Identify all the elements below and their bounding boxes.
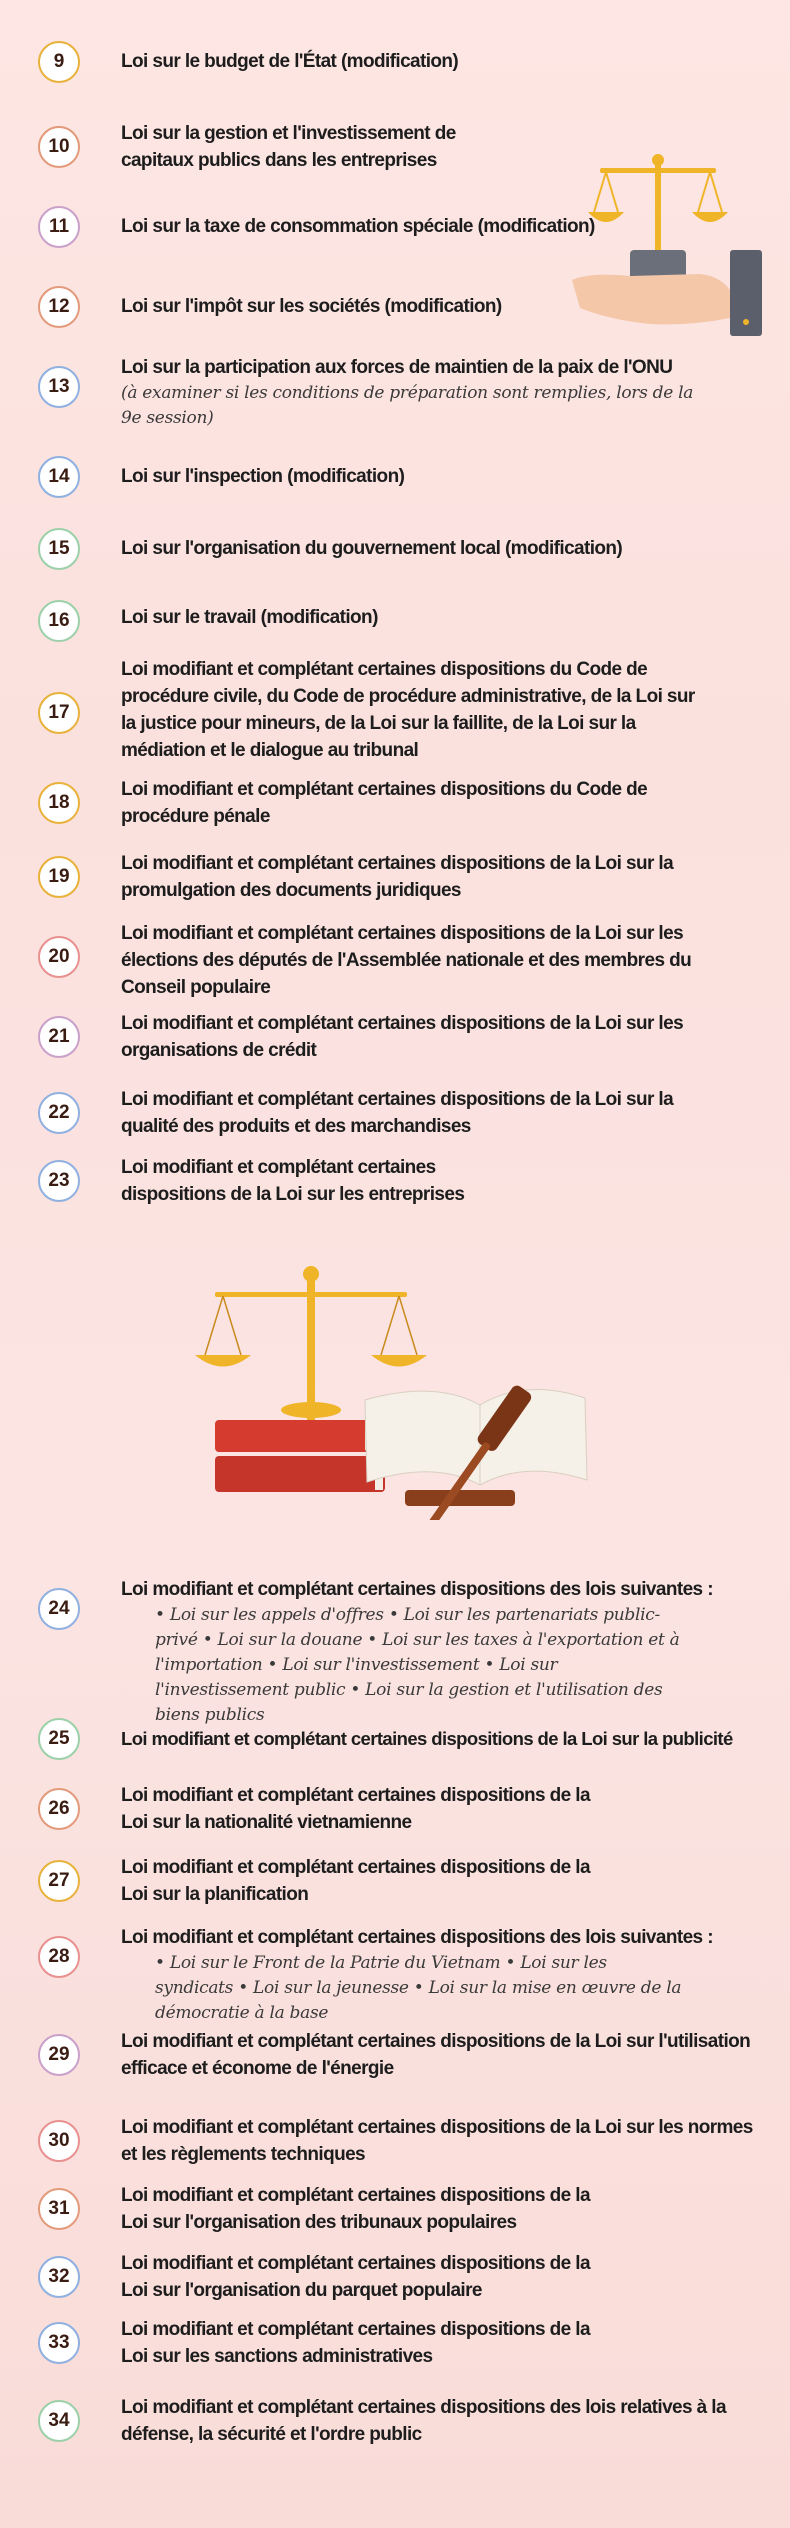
item-text [121,354,700,431]
item-number-badge: 20 [38,936,80,978]
item-title: Loi sur l'inspection (modification) [121,466,405,487]
item-number-badge: 26 [38,1788,80,1830]
item-title: Loi modifiant et complétant certaines dispositions de la Loi sur la nationalité vietnamienne [121,1785,590,1833]
item-number-badge: 24 [38,1588,80,1630]
item-title: Loi sur le travail (modification) [121,607,378,628]
item-text [121,2394,760,2448]
item-number-badge: 30 [38,2120,80,2162]
item-text [121,920,700,1001]
item-title: Loi modifiant et complétant certaines dispositions du Code de procédure pénale [121,779,648,827]
item-title: Loi modifiant et complétant certaines dispositions de la Loi sur la promulgation des documents juridiques [121,853,674,901]
item-text [121,1154,470,1208]
item-text [121,213,770,240]
item-number-badge: 28 [38,1936,80,1978]
item-title: Loi modifiant et complétant certaines dispositions de la Loi sur les organisations de crédit [121,1013,684,1061]
item-title: Loi modifiant et complétant certaines dispositions de la Loi sur l'organisation des tribunaux populaires [121,2185,590,2233]
item-number-badge: 32 [38,2256,80,2298]
item-number-badge: 9 [38,41,80,83]
item-text [121,776,700,830]
item-text [121,1576,750,1728]
item-text [121,293,770,320]
item-text [121,1725,770,1752]
item-text [121,48,770,75]
item-number-badge: 29 [38,2034,80,2076]
item-number-badge: 10 [38,126,80,168]
item-text [121,2250,610,2304]
item-title: Loi sur la participation aux forces de maintien de la paix de l'ONU [121,357,673,378]
item-title: Loi modifiant et complétant certaines dispositions des lois relatives à la défense, la sécurité et l'ordre public [121,2397,726,2445]
item-title: Loi modifiant et complétant certaines dispositions de la Loi sur la planification [121,1857,590,1905]
item-title: Loi sur le budget de l'État (modification) [121,51,459,72]
item-note: • Loi sur les appels d'offres • Loi sur les partenariats public-privé • Loi sur la douane • Loi sur les taxes à l'exportation et à l'importation • Loi sur l'investissement • Loi sur l'investissement public • Loi sur la gestion et l'utilisation des biens publics [155,1605,680,1725]
item-note: • Loi sur le Front de la Patrie du Vietnam • Loi sur les syndicats • Loi sur la jeunesse • Loi sur la mise en œuvre de la démocratie à la base [155,1953,682,2023]
item-text [121,2114,760,2168]
item-title: Loi modifiant et complétant certaines dispositions de la Loi sur les élections des députés de l'Assemblée nationale et des membres du Conseil populaire [121,923,692,998]
item-number-badge: 14 [38,456,80,498]
item-title: Loi modifiant et complétant certaines dispositions de la Loi sur les entreprises [121,1157,465,1205]
item-title: Loi sur la gestion et l'investissement de capitaux publics dans les entreprises [121,123,456,171]
item-number-badge: 21 [38,1016,80,1058]
item-text [121,1924,750,2026]
item-text [121,2028,760,2082]
item-number-badge: 15 [38,528,80,570]
item-number-badge: 18 [38,782,80,824]
item-title: Loi modifiant et complétant certaines dispositions de la Loi sur la publicité [121,1728,733,1749]
item-text [121,1010,700,1064]
item-number-badge: 34 [38,2400,80,2442]
item-number-badge: 31 [38,2188,80,2230]
item-number-badge: 22 [38,1092,80,1134]
item-text [121,535,770,562]
item-number-badge: 16 [38,600,80,642]
item-text [121,656,700,764]
item-note: (à examiner si les conditions de préparation sont remplies, lors de la 9e session) [121,383,694,428]
item-number-badge: 27 [38,1860,80,1902]
item-text [121,850,700,904]
item-title: Loi modifiant et complétant certaines dispositions des lois suivantes : [121,1927,713,1948]
item-text [121,2316,610,2370]
item-number-badge: 11 [38,206,80,248]
item-title: Loi sur l'impôt sur les sociétés (modification) [121,296,502,317]
item-number-badge: 12 [38,286,80,328]
item-title: Loi modifiant et complétant certaines dispositions de la Loi sur l'organisation du parquet populaire [121,2253,590,2301]
item-number-badge: 33 [38,2322,80,2364]
item-number-badge: 23 [38,1160,80,1202]
item-title: Loi modifiant et complétant certaines dispositions de la Loi sur l'utilisation efficace et économe de l'énergie [121,2031,751,2079]
item-text [121,463,770,490]
item-text [121,1854,610,1908]
item-text [121,2182,610,2236]
item-title: Loi sur l'organisation du gouvernement local (modification) [121,538,623,559]
item-number-badge: 25 [38,1718,80,1760]
item-title: Loi modifiant et complétant certaines dispositions de la Loi sur les sanctions administratives [121,2319,590,2367]
item-title: Loi modifiant et complétant certaines dispositions de la Loi sur les normes et les règlements techniques [121,2117,753,2165]
item-number-badge: 17 [38,692,80,734]
item-text [121,1086,700,1140]
item-title: Loi modifiant et complétant certaines dispositions des lois suivantes : [121,1579,713,1600]
item-title: Loi modifiant et complétant certaines dispositions de la Loi sur la qualité des produits et des marchandises [121,1089,674,1137]
item-text [121,604,770,631]
item-title: Loi sur la taxe de consommation spéciale (modification) [121,216,595,237]
item-number-badge: 13 [38,366,80,408]
justice-books-gavel-illustration [195,1260,625,1520]
item-number-badge: 19 [38,856,80,898]
item-text [121,1782,610,1836]
item-text [121,120,530,174]
item-title: Loi modifiant et complétant certaines dispositions du Code de procédure civile, du Code de procédure administrative, de la Loi sur la justice pour mineurs, de la Loi sur la faillite, de la Loi sur la médiation et le dialogue au tribunal [121,659,695,761]
